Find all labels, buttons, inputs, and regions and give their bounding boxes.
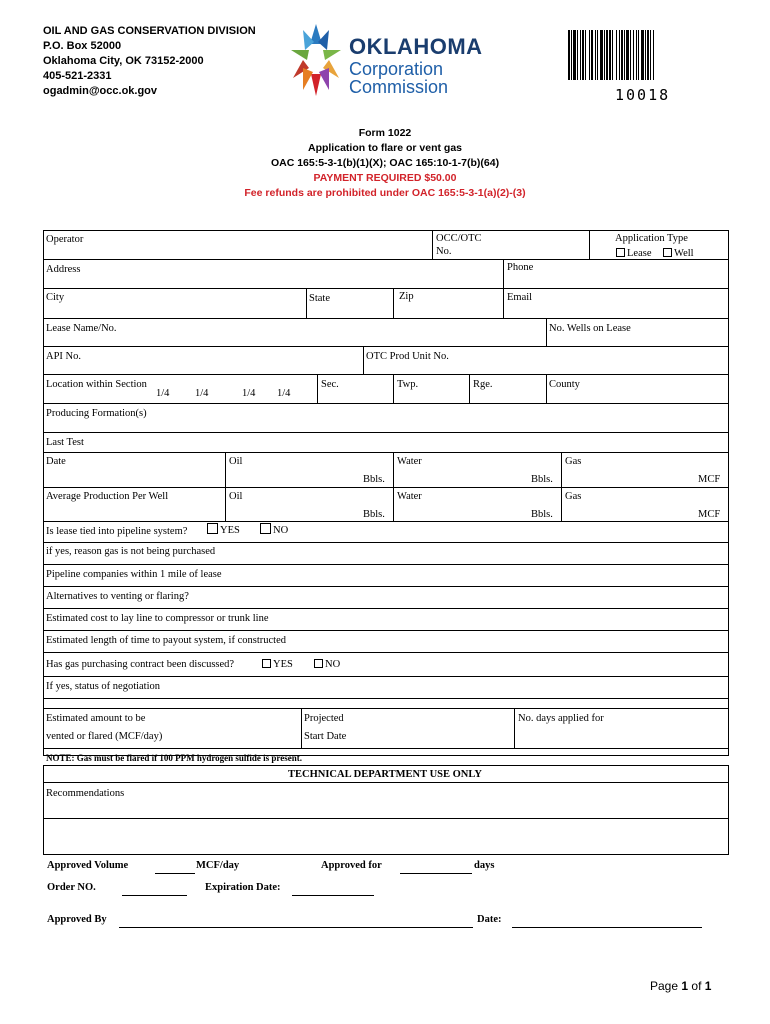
quarter-2: 1/4 xyxy=(195,388,209,399)
zip-label: Zip xyxy=(399,291,414,302)
projected-label: Projected xyxy=(304,713,344,724)
org-name: OIL AND GAS CONSERVATION DIVISION xyxy=(43,25,256,37)
checkbox-icon xyxy=(663,248,672,257)
last-test-label: Last Test xyxy=(46,437,84,448)
of-word: of xyxy=(691,979,702,993)
page-current: 1 xyxy=(681,979,689,993)
water-label-2: Water xyxy=(397,491,422,502)
form-title-block xyxy=(0,126,770,201)
reason-not-purchased-label: if yes, reason gas is not being purchased xyxy=(46,546,216,557)
org-email: ogadmin@occ.ok.gov xyxy=(43,85,158,97)
pipeline-question: Is lease tied into pipeline system? xyxy=(46,526,188,537)
contract-no-label: NO xyxy=(325,659,341,670)
est-cost-label: Estimated cost to lay line to compressor or trunk line xyxy=(46,613,269,624)
otc-prod-label: OTC Prod Unit No. xyxy=(366,351,449,362)
pipeline-yes-label: YES xyxy=(220,525,240,536)
approved-for-line[interactable] xyxy=(400,861,472,874)
pipeline-no-checkbox[interactable] xyxy=(260,523,288,536)
logo-commission: Commission xyxy=(349,77,449,97)
page-number xyxy=(650,979,711,993)
est-length-label: Estimated length of time to payout system, if constructed xyxy=(46,635,286,646)
well-checkbox[interactable] xyxy=(663,248,694,259)
phone-label: Phone xyxy=(507,262,534,273)
state-label: State xyxy=(309,293,330,304)
approved-by-line[interactable] xyxy=(119,915,473,928)
mcf-day-label: MCF/day xyxy=(196,860,240,871)
checkbox-icon xyxy=(207,523,218,534)
contract-question: Has gas purchasing contract been discussed? xyxy=(46,659,235,670)
pipeline-companies-label: Pipeline companies within 1 mile of lease xyxy=(46,569,222,580)
water-bbls-2: Bbls. xyxy=(531,509,553,520)
barcode-number: 10018 xyxy=(615,86,671,104)
quarter-3: 1/4 xyxy=(242,388,256,399)
approved-by-label: Approved By xyxy=(47,914,107,925)
gas-mcf-2: MCF xyxy=(698,509,721,520)
city-label: City xyxy=(46,292,65,303)
pipeline-no-label: NO xyxy=(273,525,289,536)
org-phone: 405-521-2331 xyxy=(43,70,112,82)
twp-label: Twp. xyxy=(397,379,419,390)
email-label: Email xyxy=(507,292,533,303)
quarter-1: 1/4 xyxy=(156,388,170,399)
oil-bbls-1: Bbls. xyxy=(363,474,385,485)
quarter-4: 1/4 xyxy=(277,388,291,399)
org-po-box: P.O. Box 52000 xyxy=(43,40,122,52)
alternatives-label: Alternatives to venting or flaring? xyxy=(46,591,189,602)
logo-oklahoma: OKLAHOMA xyxy=(349,34,483,59)
rge-label: Rge. xyxy=(473,379,493,390)
form-oac: OAC 165:5-3-1(b)(1)(X); OAC 165:10-1-7(b)(64) xyxy=(270,157,500,169)
lease-option-label: Lease xyxy=(627,248,652,259)
approved-volume-label: Approved Volume xyxy=(47,860,129,871)
application-type-label: Application Type xyxy=(615,233,688,244)
gas-label-2: Gas xyxy=(565,491,582,502)
avg-prod-label: Average Production Per Well xyxy=(46,491,169,502)
logo-corporation: Corporation xyxy=(349,59,444,79)
approved-for-label: Approved for xyxy=(321,860,382,871)
order-no-line[interactable] xyxy=(122,883,187,896)
producing-formation-label: Producing Formation(s) xyxy=(46,408,147,419)
date-sign-line[interactable] xyxy=(512,915,702,928)
order-no-label: Order NO. xyxy=(47,882,96,893)
form-name: Application to flare or vent gas xyxy=(307,142,463,154)
barcode-bars-icon xyxy=(566,30,728,80)
recommendations-label: Recommendations xyxy=(46,788,125,799)
refund-notice: Fee refunds are prohibited under OAC 165:5-3-1(a)(2)-(3) xyxy=(244,187,526,199)
occ-logo xyxy=(285,22,485,102)
contract-yes-checkbox[interactable] xyxy=(262,659,293,670)
county-label: County xyxy=(549,379,580,390)
oil-bbls-2: Bbls. xyxy=(363,509,385,520)
form-number: Form 1022 xyxy=(358,127,412,139)
org-city: Oklahoma City, OK 73152-2000 xyxy=(43,55,204,67)
checkbox-icon xyxy=(262,659,271,668)
no-days-label: No. days applied for xyxy=(518,713,604,724)
days-label: days xyxy=(474,860,495,871)
no-wells-label: No. Wells on Lease xyxy=(549,323,631,334)
checkbox-icon xyxy=(314,659,323,668)
contract-yes-label: YES xyxy=(273,659,293,670)
pipeline-yes-checkbox[interactable] xyxy=(207,523,240,536)
gas-mcf-1: MCF xyxy=(698,474,721,485)
est-amount-label-2: vented or flared (MCF/day) xyxy=(46,731,163,742)
barcode xyxy=(566,30,728,86)
contract-no-checkbox[interactable] xyxy=(314,659,340,670)
start-date-label: Start Date xyxy=(304,731,347,742)
checkbox-icon xyxy=(616,248,625,257)
api-no-label: API No. xyxy=(46,351,82,362)
page-total: 1 xyxy=(704,979,712,993)
oil-label-2: Oil xyxy=(229,491,243,502)
negotiation-status-label: If yes, status of negotiation xyxy=(46,681,161,692)
page-word: Page xyxy=(650,979,679,993)
lease-name-label: Lease Name/No. xyxy=(46,323,117,334)
approved-volume-line[interactable] xyxy=(155,861,195,874)
payment-required: PAYMENT REQUIRED $50.00 xyxy=(313,172,457,184)
expiration-label: Expiration Date: xyxy=(205,882,281,893)
star-logo-icon xyxy=(285,22,347,100)
water-bbls-1: Bbls. xyxy=(531,474,553,485)
lease-checkbox[interactable] xyxy=(616,248,651,259)
oil-label-1: Oil xyxy=(229,456,243,467)
occ-no-label: No. xyxy=(436,246,452,257)
address-label: Address xyxy=(46,264,81,275)
date-label: Date xyxy=(46,456,66,467)
h2s-note: NOTE: Gas must be flared if 100 PPM hydrogen sulfide is present. xyxy=(46,753,303,763)
occ-otc-label: OCC/OTC xyxy=(436,233,482,244)
org-address-block xyxy=(43,24,256,99)
checkbox-icon xyxy=(260,523,271,534)
date-sign-label: Date: xyxy=(477,914,502,925)
water-label-1: Water xyxy=(397,456,422,467)
est-amount-label-1: Estimated amount to be xyxy=(46,713,146,724)
technical-heading: TECHNICAL DEPARTMENT USE ONLY xyxy=(287,769,483,780)
location-label: Location within Section xyxy=(46,379,147,390)
well-option-label: Well xyxy=(674,248,694,259)
operator-label: Operator xyxy=(46,234,84,245)
sec-label: Sec. xyxy=(321,379,339,390)
gas-label-1: Gas xyxy=(565,456,582,467)
expiration-line[interactable] xyxy=(292,883,374,896)
